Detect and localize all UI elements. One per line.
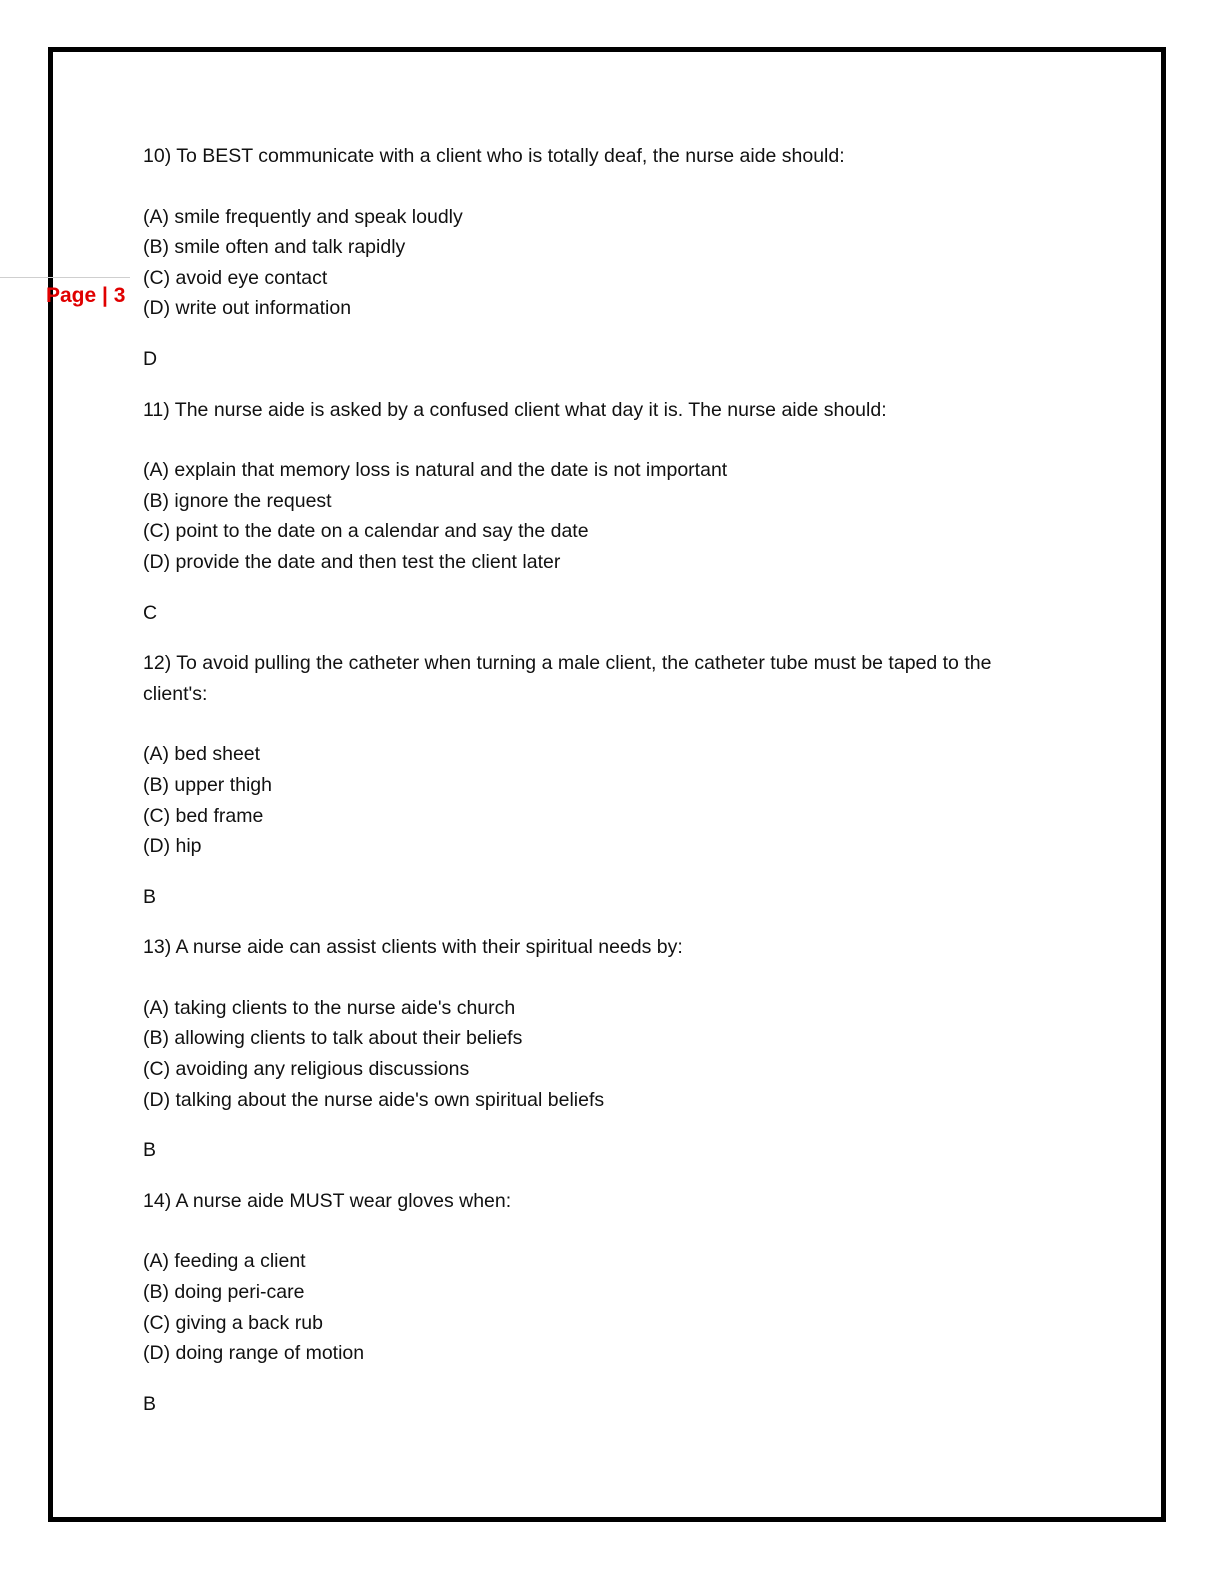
option-b: (B) allowing clients to talk about their beliefs (143, 1027, 523, 1050)
question-list (143, 141, 1043, 1439)
page-number-label: Page | 3 (46, 284, 126, 307)
question-13 (143, 932, 1043, 1166)
answer-key: B (143, 1139, 157, 1162)
answer-key: D (143, 347, 158, 370)
option-c: (C) giving a back rub (143, 1311, 323, 1334)
option-c: (C) bed frame (143, 804, 264, 827)
option-c: (C) avoiding any religious discussions (143, 1058, 470, 1081)
option-a: (A) taking clients to the nurse aide's church (143, 996, 516, 1019)
option-a: (A) bed sheet (143, 743, 261, 766)
question-text: 12) To avoid pulling the catheter when turning a male client, the catheter tube must be taped to the client's: (143, 652, 992, 705)
question-11 (143, 395, 1043, 629)
option-b: (B) upper thigh (143, 773, 272, 796)
option-b: (B) doing peri-care (143, 1281, 305, 1304)
option-b: (B) smile often and talk rapidly (143, 236, 406, 259)
answer-key: B (143, 885, 157, 908)
option-c: (C) avoid eye contact (143, 266, 328, 289)
question-10 (143, 141, 1043, 375)
question-text: 13) A nurse aide can assist clients with their spiritual needs by: (143, 936, 683, 959)
option-c: (C) point to the date on a calendar and say the date (143, 520, 589, 543)
margin-rule (0, 277, 130, 278)
question-text: 14) A nurse aide MUST wear gloves when: (143, 1189, 512, 1212)
option-d: (D) hip (143, 835, 202, 858)
question-14 (143, 1186, 1043, 1420)
question-12 (143, 648, 1043, 912)
question-text: 10) To BEST communicate with a client who is totally deaf, the nurse aide should: (143, 145, 845, 167)
option-a: (A) smile frequently and speak loudly (143, 205, 463, 228)
option-a: (A) explain that memory loss is natural and the date is not important (143, 459, 728, 482)
option-a: (A) feeding a client (143, 1250, 306, 1273)
option-d: (D) doing range of motion (143, 1342, 365, 1365)
question-text: 11) The nurse aide is asked by a confused client what day it is. The nurse aide should: (143, 398, 887, 421)
option-d: (D) talking about the nurse aide's own spiritual beliefs (143, 1088, 605, 1111)
option-d: (D) provide the date and then test the client later (143, 550, 561, 573)
answer-key: C (143, 601, 158, 624)
option-b: (B) ignore the request (143, 489, 332, 512)
answer-key: B (143, 1392, 157, 1415)
option-d: (D) write out information (143, 297, 352, 320)
